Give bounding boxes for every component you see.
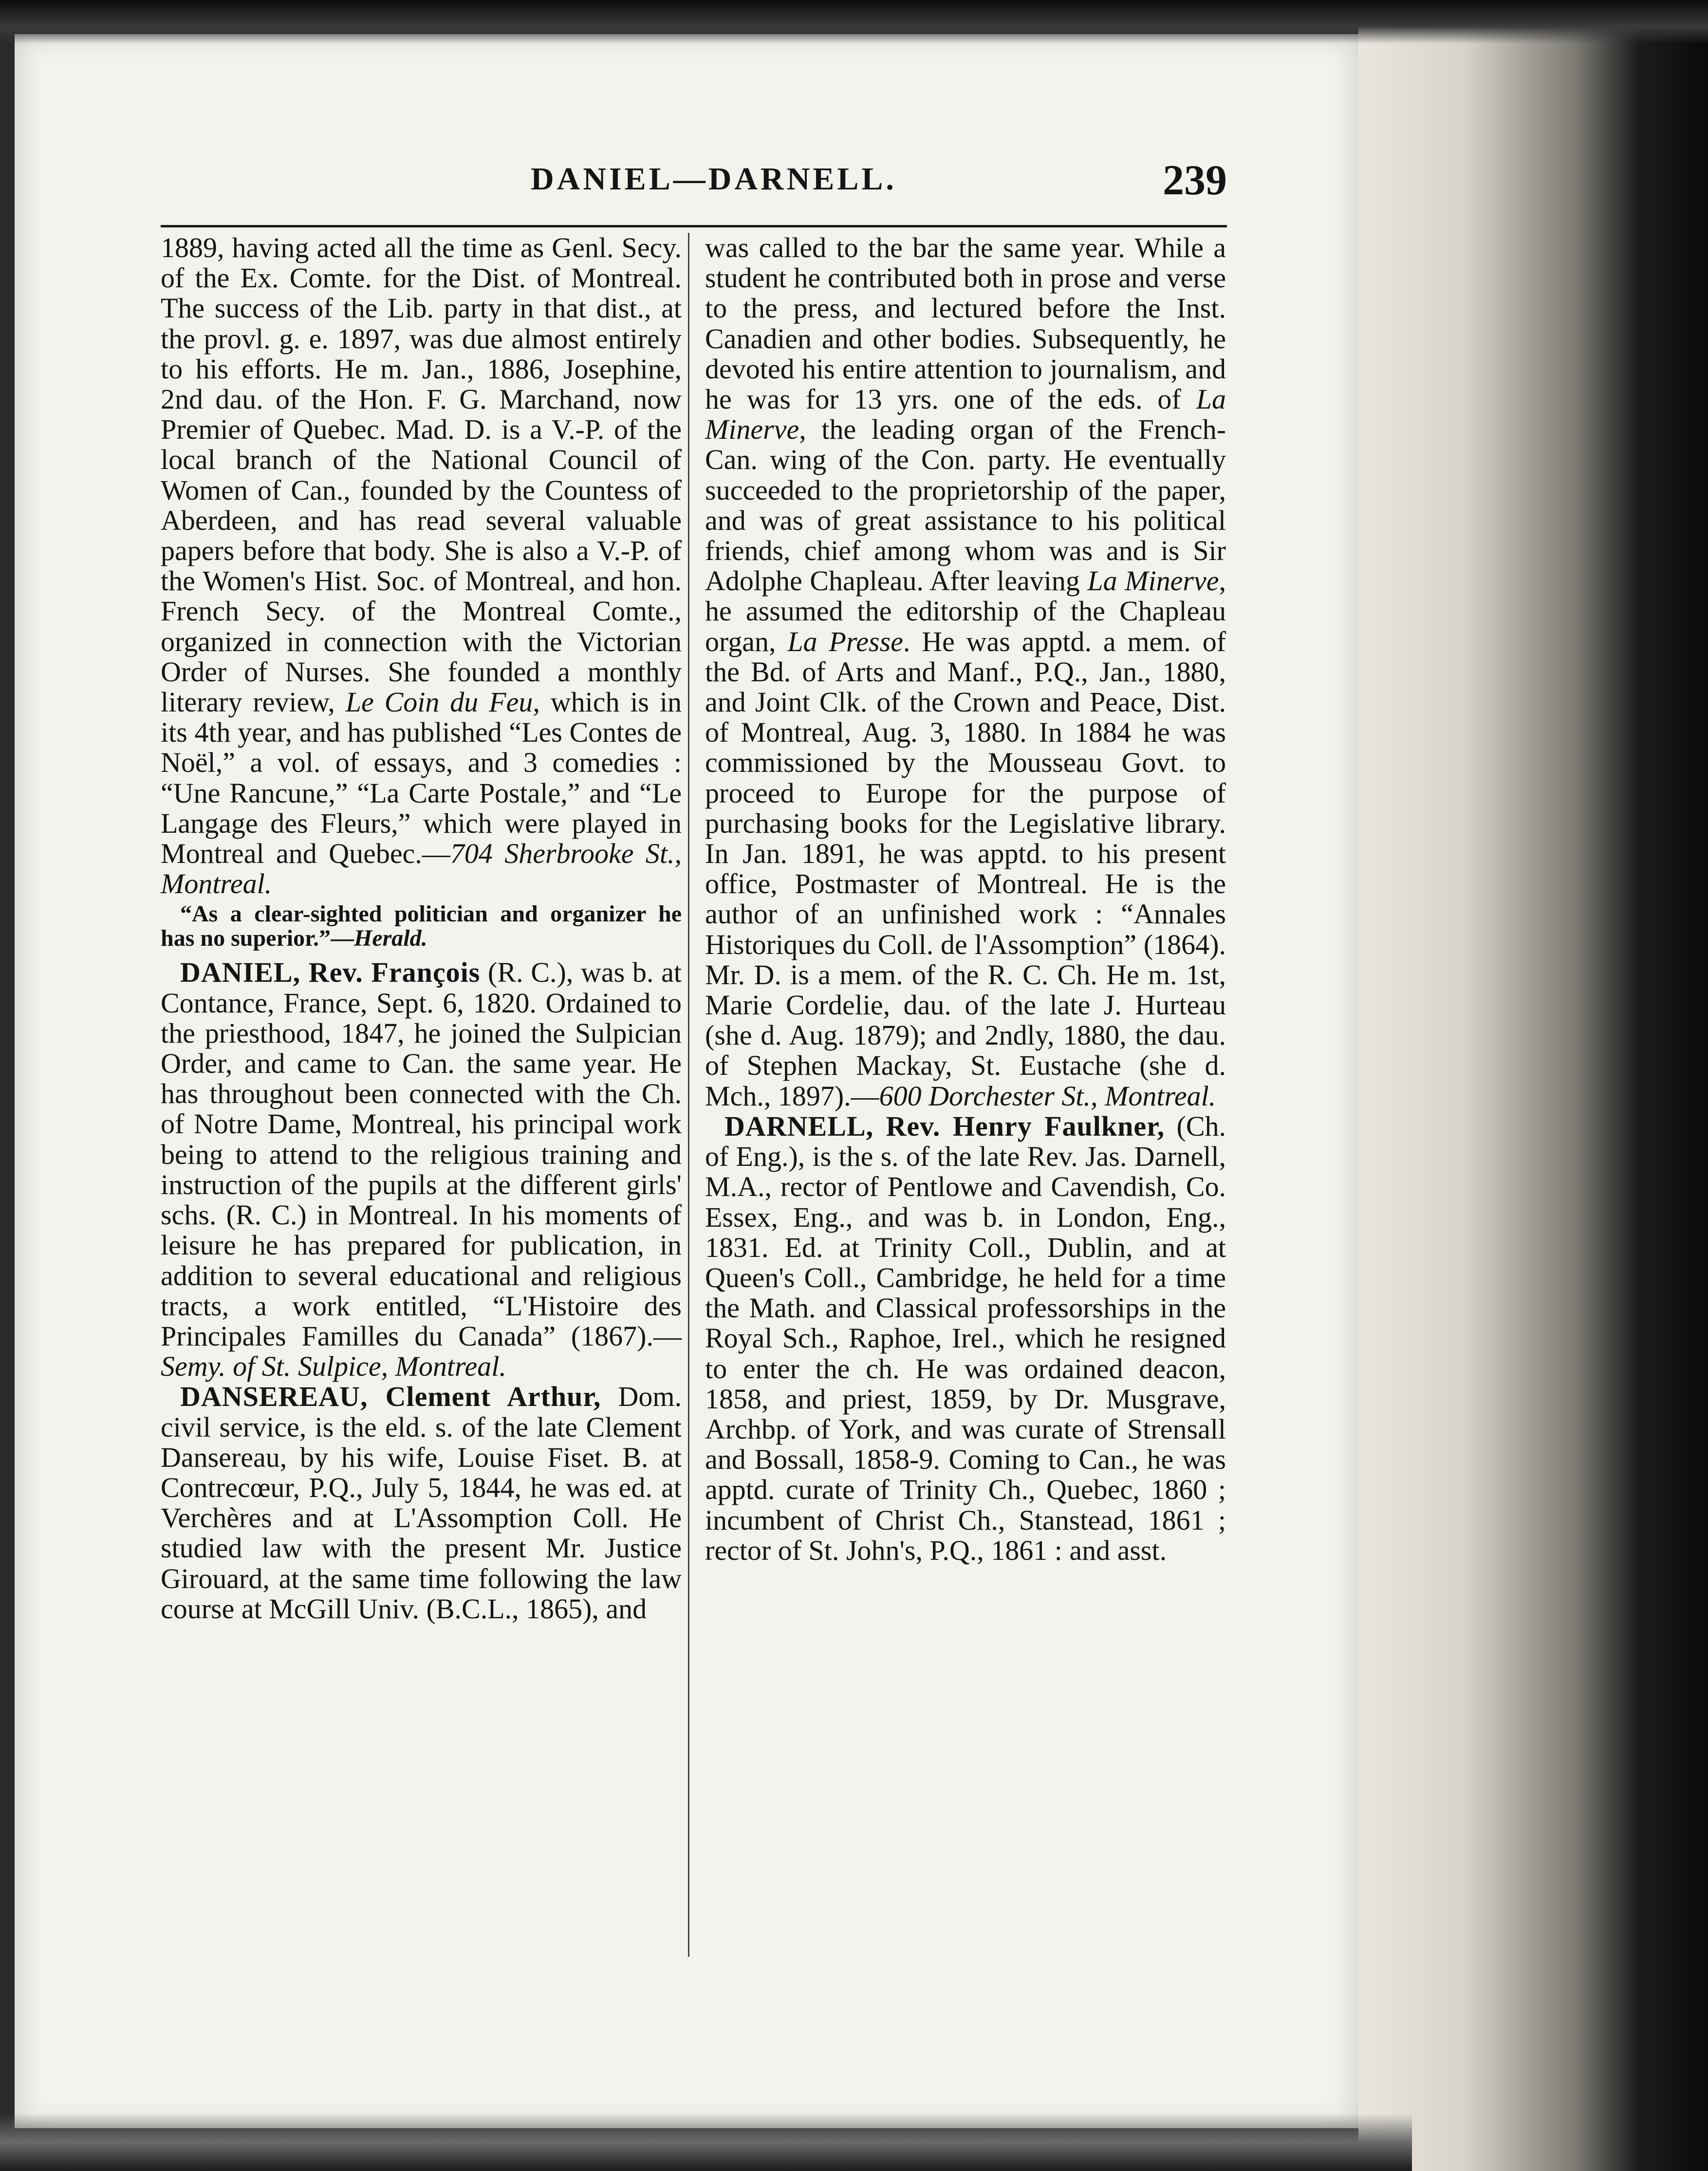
periodical-title: La Minerve — [1087, 565, 1219, 597]
entry-name: DANIEL, Rev. François — [180, 956, 481, 989]
entry-daniel: DANIEL, Rev. François (R. C.), was b. at Contance, France, Sept. 6, 1820. Ordained to the priesthood, 1847, he joined the Sulpician Order, and came to Can. the same year. He has throughout been connected with the Ch. of Notre Dame, Montreal, his principal work being to attend to the religious training and instruction of the pupils at the different girls' schs. (R. C.) in Montreal. In his moments of leisure he has prepared for publication, in addition to several educational and religious tracts, a work entitled, “L'Histoire des Principales Familles du Canada” (1867).—Semy. of St. Sulpice, Montreal. — [161, 956, 682, 1383]
entry-address: 600 Dorchester St., Montreal. — [879, 1080, 1216, 1112]
periodical-title: Le Coin du Feu — [345, 686, 533, 718]
scan-bottom-edge — [0, 2114, 1412, 2171]
running-header — [161, 156, 1227, 209]
quote-source: Herald. — [353, 925, 427, 952]
running-title: DANIEL—DARNELL. — [531, 161, 897, 197]
column-divider — [688, 233, 689, 1957]
entry-name: DANSEREAU, Clement Arthur, — [180, 1381, 601, 1413]
entry-continuation: was called to the bar the same year. While a student he contributed both in prose and verse to the press, and lectured before the Inst. Canadien and other bodies. Subsequently, he devoted his entire attention to journalism, and he was for 13 yrs. one of the eds. of La Minerve, the leading organ of the French-Can. wing of the Con. party. He eventually succeeded to the proprietorship of the paper, and was of great assistance to his political friends, chief among whom was and is Sir Adolphe Chapleau. After leaving La Minerve, he assumed the editorship of the Chapleau organ, La Presse. He was apptd. a mem. of the Bd. of Arts and Manf., P.Q., Jan., 1880, and Joint Clk. of the Crown and Peace, Dist. of Montreal, Aug. 3, 1880. In 1884 he was commissioned by the Mousseau Govt. to proceed to Europe for the purpose of purchasing books for the Legislative library. In Jan. 1891, he was apptd. to his present office, Postmaster of Montreal. He is the author of an unfinished work : “Annales Historiques du Coll. de l'Assomption” (1864). Mr. D. is a mem. of the R. C. Ch. He m. 1st, Marie Cordelie, dau. of the late J. Hurteau (she d. Aug. 1879); and 2ndly, 1880, the dau. of Stephen Mackay, St. Eustache (she d. Mch., 1897).—600 Dorchester St., Montreal. — [705, 232, 1226, 1112]
entry-dansereau: DANSEREAU, Clement Arthur, Dom. civil service, is the eld. s. of the late Clement Dansereau, by his wife, Louise Fiset. B. at Contrecœur, P.Q., July 5, 1844, he was ed. at Verchères and at L'Assomption Coll. He studied law with the present Mr. Justice Girouard, at the same time following the law course at McGill Univ. (B.C.L., 1865), and — [161, 1381, 682, 1625]
entry-darnell: DARNELL, Rev. Henry Faulkner, (Ch. of Eng.), is the s. of the late Rev. Jas. Darnell, M.A., rector of Pentlowe and Cavendish, Co. Essex, Eng., and was b. in London, Eng., 1831. Ed. at Trinity Coll., Dublin, and at Queen's Coll., Cambridge, he held for a time the Math. and Classical professorships in the Royal Sch., Raphoe, Irel., which he resigned to enter the ch. He was ordained deacon, 1858, and priest, 1859, by Dr. Musgrave, Archbp. of York, and was curate of Strensall and Bossall, 1858-9. Coming to Can., he was apptd. curate of Trinity Ch., Quebec, 1860 ; incumbent of Christ Ch., Stanstead, 1861 ; rector of St. John's, P.Q., 1861 : and asst. — [705, 1110, 1226, 1566]
entry-address: Semy. of St. Sulpice, Montreal. — [161, 1350, 506, 1383]
right-column — [705, 233, 1226, 1566]
book-spine — [1358, 0, 1708, 2171]
page-number: 239 — [1163, 157, 1227, 204]
scan-top-edge — [0, 0, 1708, 44]
entry-name: DARNELL, Rev. Henry Faulkner, — [724, 1110, 1165, 1142]
periodical-title: La Minerve — [705, 383, 1226, 446]
entry-address: 704 Sherbrooke St., Montreal. — [161, 838, 682, 900]
header-rule — [161, 225, 1227, 227]
entry-continuation: 1889, having acted all the time as Genl. Secy. of the Ex. Comte. for the Dist. of Montreal. The success of the Lib. party in that dist., at the provl. g. e. 1897, was due almost entirely to his efforts. He m. Jan., 1886, Josephine, 2nd dau. of the Hon. F. G. Marchand, now Premier of Quebec. Mad. D. is a V.-P. of the local branch of the National Council of Women of Can., founded by the Countess of Aberdeen, and has read several valuable papers before that body. She is also a V.-P. of the Women's Hist. Soc. of Montreal, and hon. French Secy. of the Montreal Comte., organized in connection with the Victorian Order of Nurses. She founded a monthly literary review, Le Coin du Feu, which is in its 4th year, and has published “Les Contes de Noël,” a vol. of essays, and 3 comedies : “Une Rancune,” “La Carte Postale,” and “Le Langage des Fleurs,” which were played in Montreal and Quebec.—704 Sherbrooke St., Montreal. — [161, 232, 682, 900]
press-quote: “As a clear-sighted politician and organizer he has no superior.”—Herald. — [161, 901, 682, 952]
periodical-title: La Presse — [787, 625, 903, 657]
left-column — [161, 233, 682, 1624]
